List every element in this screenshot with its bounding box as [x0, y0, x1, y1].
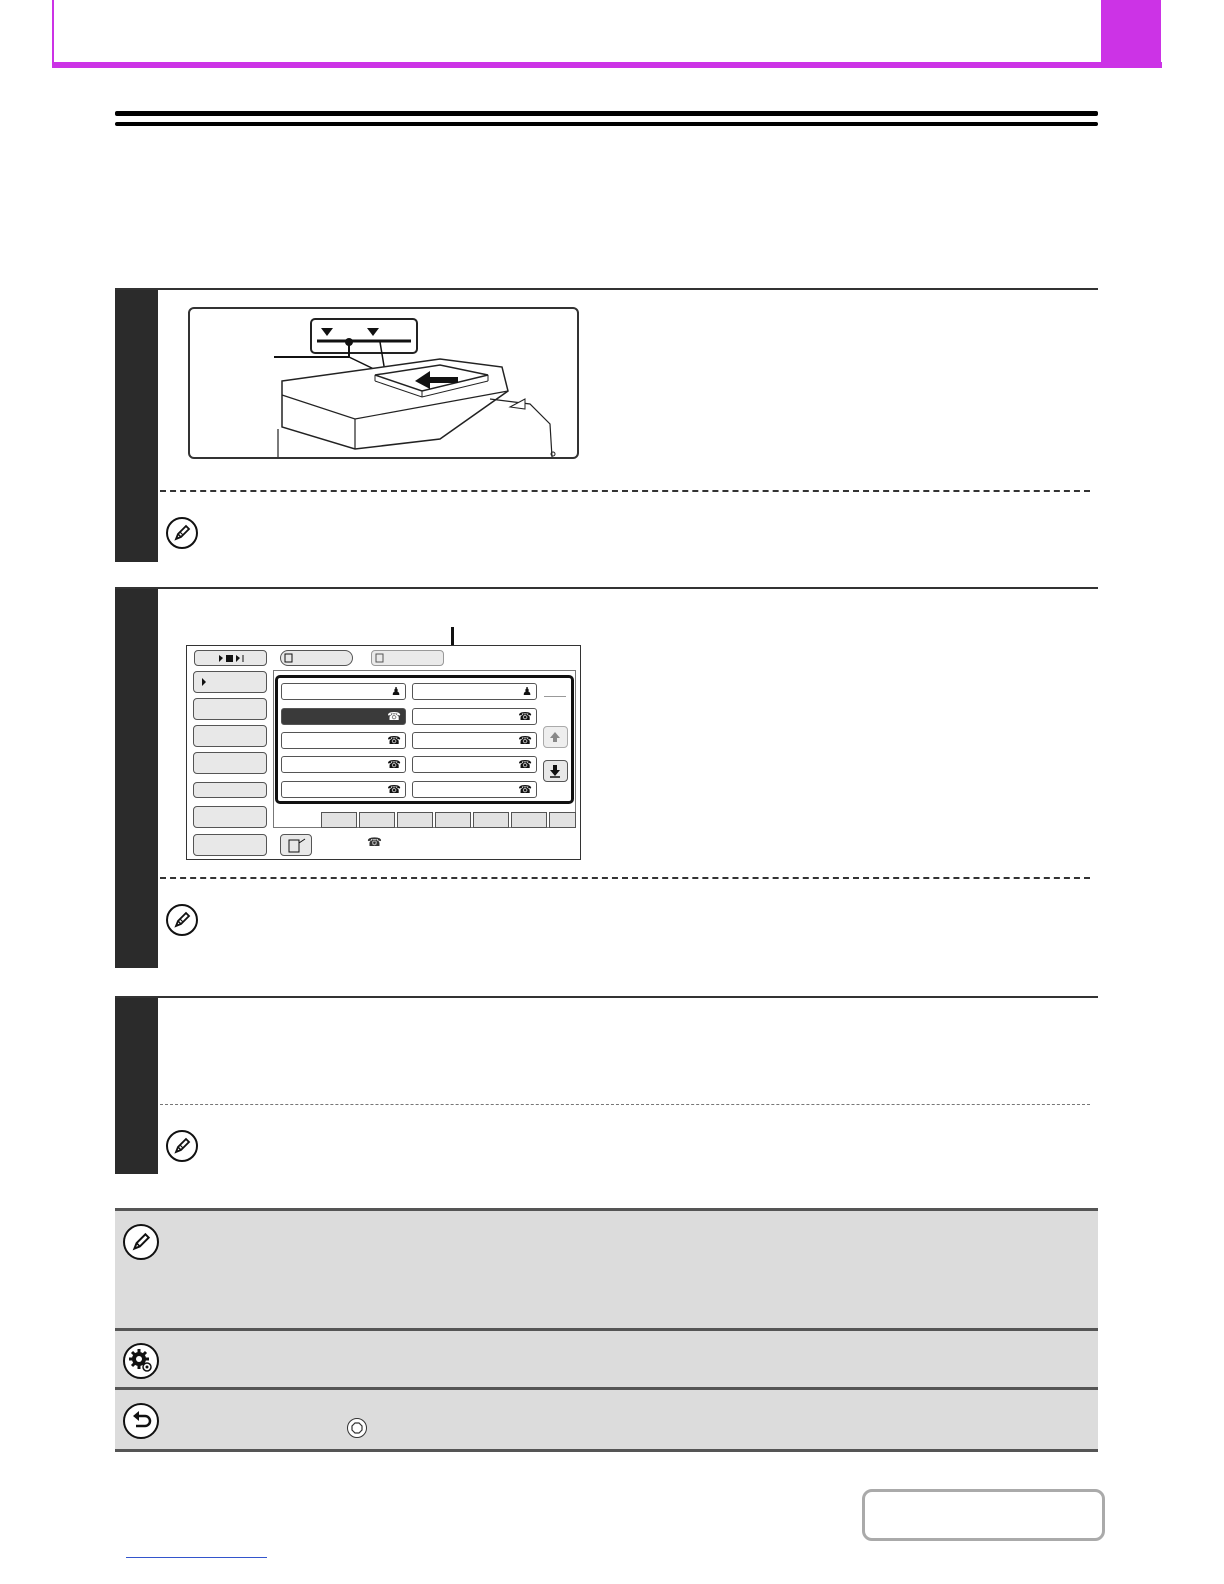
- step-1-bar: [115, 290, 158, 562]
- group-icon: ♟: [522, 685, 532, 698]
- index-tab[interactable]: [321, 812, 357, 828]
- up-arrow-icon: [544, 727, 567, 747]
- group-icon: ♟: [391, 685, 401, 698]
- index-tab[interactable]: [397, 812, 433, 828]
- address-entry-button[interactable]: [371, 650, 444, 666]
- phone-icon: ☎: [387, 734, 401, 747]
- step-2-note-divider: [160, 877, 1090, 879]
- step-3-top-rule: [115, 996, 1098, 998]
- index-tab[interactable]: [435, 812, 471, 828]
- mode-switch-button[interactable]: [194, 650, 267, 666]
- document-feeder-drawing: [190, 309, 577, 457]
- condition-settings-button[interactable]: [280, 834, 312, 856]
- header-accent-line: [52, 62, 1162, 68]
- document-feeder-illustration: [188, 307, 579, 459]
- address-entry[interactable]: [412, 683, 537, 700]
- sidebar-button-4[interactable]: [193, 752, 267, 774]
- sidebar-button-2[interactable]: [193, 698, 267, 720]
- pencil-note-icon: [166, 1130, 198, 1162]
- address-entry[interactable]: [281, 683, 406, 700]
- address-entry[interactable]: [412, 781, 537, 798]
- step-2-top-rule: [115, 587, 1098, 589]
- return-arrow-icon: [123, 1403, 159, 1439]
- cancel-box: [115, 1390, 1098, 1449]
- title-rule-bottom: [115, 122, 1098, 126]
- note-box: [115, 1211, 1098, 1328]
- sidebar-button-5[interactable]: [193, 782, 267, 798]
- phone-icon: ☎: [387, 783, 401, 796]
- step-1-note-divider: [160, 490, 1090, 492]
- contents-button[interactable]: [862, 1489, 1105, 1541]
- page-link[interactable]: [126, 1557, 267, 1558]
- header-left-edge: [52, 0, 54, 68]
- phone-icon: ☎: [387, 758, 401, 771]
- sidebar-button-6[interactable]: [193, 806, 267, 828]
- address-review-button[interactable]: [280, 650, 353, 666]
- pencil-note-icon: [166, 517, 198, 549]
- address-entry[interactable]: [412, 708, 537, 725]
- scroll-down-button[interactable]: [543, 760, 568, 782]
- pencil-note-icon: [166, 904, 198, 936]
- address-entry[interactable]: [412, 756, 537, 773]
- index-tabs: [273, 812, 576, 828]
- sidebar-button-1[interactable]: [193, 671, 267, 693]
- phone-icon: ☎: [518, 758, 532, 771]
- sidebar-button-7[interactable]: [193, 834, 267, 856]
- index-tab[interactable]: [473, 812, 509, 828]
- address-entry[interactable]: [281, 756, 406, 773]
- phone-legend-icon: ☎: [367, 835, 382, 849]
- address-entry[interactable]: [281, 781, 406, 798]
- step-1-top-rule: [115, 288, 1098, 290]
- phone-icon: ☎: [518, 734, 532, 747]
- step-3-bar: [115, 998, 158, 1174]
- address-entry[interactable]: [281, 732, 406, 749]
- index-tab[interactable]: [359, 812, 395, 828]
- address-book-screen-illustration: [186, 645, 581, 860]
- stop-key-icon: [347, 1418, 367, 1438]
- title-rule-top: [115, 111, 1098, 116]
- phone-icon: ☎: [518, 783, 532, 796]
- settings-gear-icon: [123, 1343, 159, 1379]
- address-entry[interactable]: [412, 732, 537, 749]
- sidebar-button-3[interactable]: [193, 725, 267, 747]
- scroll-up-button[interactable]: [543, 726, 568, 748]
- index-tab[interactable]: [549, 812, 576, 828]
- index-tab[interactable]: [511, 812, 547, 828]
- step-3-note-divider: [160, 1104, 1090, 1105]
- phone-icon: ☎: [518, 710, 532, 723]
- page-indicator-line: [544, 696, 566, 697]
- header-tab: [1101, 0, 1161, 68]
- phone-icon: ☎: [387, 710, 401, 723]
- note-section-bottom-rule: [115, 1449, 1098, 1452]
- settings-box: [115, 1331, 1098, 1387]
- pencil-note-icon: [123, 1224, 159, 1260]
- down-arrow-icon: [544, 761, 567, 781]
- step-2-bar: [115, 589, 158, 968]
- address-entry-selected[interactable]: [281, 708, 406, 725]
